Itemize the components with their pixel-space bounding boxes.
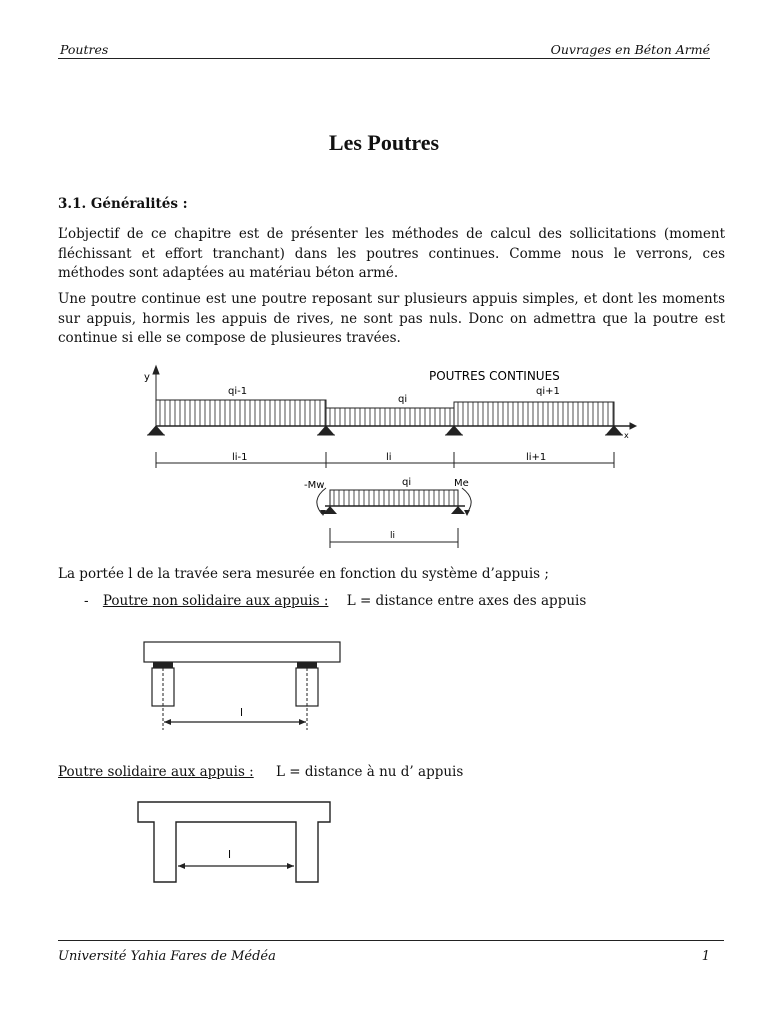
footer-left: Université Yahia Fares de Médéa [58,949,276,964]
solidaire-figure [136,800,336,890]
non-solidaire-figure [140,638,350,738]
bullet-solidaire [58,764,463,780]
load-label-3: qi+1 [536,386,560,397]
header-right: Ouvrages en Béton Armé [550,42,710,57]
continuous-beam-figure [140,360,640,550]
span-label-2: li [386,452,392,463]
paragraph-definition: Une poutre continue est une poutre reposant sur plusieurs appuis simples, et dont les moments sur appuis, hormis les appuis de rives, ne sont pas nuls. Donc on admettra que la poutre est continue si elle se compose de plusieures travées. [58,291,725,346]
paragraph-objective: L’objectif de ce chapitre est de présenter les méthodes de calcul des sollicitations (moment fléchissant et effort tranchant) dans les poutres continues. Comme nous le verrons, ces méthodes sont adaptées au matériau béton armé. [58,226,725,281]
span-label-1: li-1 [232,452,248,463]
axis-y-label: y [144,372,150,383]
axis-x-label: x [624,431,629,440]
paragraph-span: La portée l de la travée sera mesurée en fonction du système d’appuis ; [58,566,549,582]
solidaire-value: L = distance à nu d’ appuis [276,764,464,780]
detail-span-label: li [390,531,396,541]
figure-title: POUTRES CONTINUES [429,369,560,383]
detail-load-label: qi [402,477,412,488]
bullet-non-solidaire [84,593,586,609]
moment-east-label: Me [454,478,469,489]
page-header [58,42,710,59]
page-number: 1 [701,949,710,964]
solidaire-label: Poutre solidaire aux appuis : [58,764,254,780]
page-title: Les Poutres [328,130,440,155]
header-left: Poutres [60,42,109,57]
span-label-l: l [240,706,244,719]
page-footer [58,940,724,964]
moment-west-label: -Mw [304,480,325,491]
load-label-2: qi [398,394,408,405]
span-label-l: l [228,848,232,861]
bullet-value: L = distance entre axes des appuis [346,593,587,609]
bullet-dash: - [84,593,89,609]
section-heading: 3.1. Généralités : [58,196,188,212]
load-label-1: qi-1 [228,386,248,397]
bullet-label: Poutre non solidaire aux appuis : [102,593,329,609]
span-label-3: li+1 [526,452,547,463]
